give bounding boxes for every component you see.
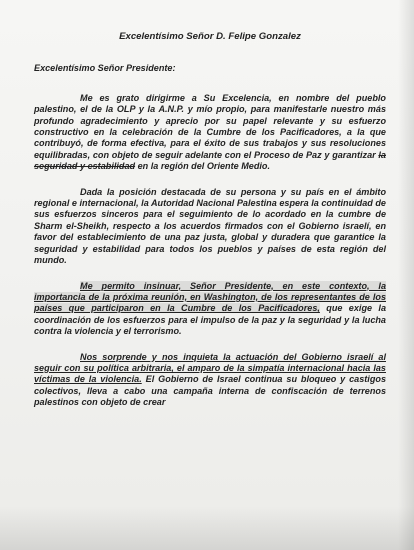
- paragraph-1-end: en la región del Oriente Medio.: [135, 161, 270, 172]
- paragraph-4-rest: El Gobierno de Israel continua su bloqueo y castigos colectivos, lleva a cabo una campaña interna de confiscación de terrenos palestinos con objeto de crear: [34, 374, 386, 408]
- page-edge-shadow: [398, 0, 414, 550]
- paragraph-1: [34, 93, 386, 173]
- paragraph-1-main: Me es grato dirigirme a Su Excelencia, en nombre del pueblo palestino, el de la OLP y la A.N.P. y mío propio, para manifestarle nuestro más profundo agradecimiento y aprecio por su papel relevante y su esfuerzo constructivo en la celebración de la Cumbre de los Pacificadores, a la que contribuyó, de forma efectiva, para el éxito de sus trabajos y sus resoluciones equilibradas, con objeto de seguir adelante con el Proceso de Paz y garantizar: [34, 92, 386, 160]
- page-bottom-shadow: [0, 506, 414, 550]
- paragraph-3-rest: que exige la coordinación de los esfuerzos para el impulso de la paz y la seguridad y la lucha contra la violencia y el terrorismo.: [34, 303, 386, 337]
- salutation: Excelentísimo Señor Presidente:: [34, 63, 176, 74]
- paragraph-4: [34, 352, 386, 409]
- paragraph-4-underlined: Nos sorprende y nos inquieta la actuación del Gobierno israelí al seguir con su política arbitraria, el amparo de la simpatía internacional hacia las víctimas de la violencia.: [34, 351, 386, 385]
- paragraph-3: [34, 281, 386, 338]
- paragraph-1-struck-text: la seguridad y estabilidad: [34, 149, 386, 172]
- letter-body: [34, 31, 386, 423]
- paragraph-3-underlined: Me permito insinuar, Señor Presidente, en este contexto, la importancia de la próxima reunión, en Washington, de los representantes de los países que participaron en la Cumbre de los Pacificadores,: [34, 280, 386, 314]
- letter-heading: Excelentísimo Señor D. Felipe Gonzalez: [119, 31, 301, 42]
- paragraph-2: Dada la posición destacada de su persona y su país en el ámbito regional e internacional, la Autoridad Nacional Palestina espera la continuidad de sus esfuerzos sinceros para el seguimiento de lo acordado en la cumbre de Sharm el-Sheikh, respecto a los acuerdos firmados con el Gobierno israelí, en favor del establecimiento de una paz justa, global y duradera que garantice la seguridad y estabilidad para todos los pueblos y países de esta región del mundo.: [34, 186, 386, 266]
